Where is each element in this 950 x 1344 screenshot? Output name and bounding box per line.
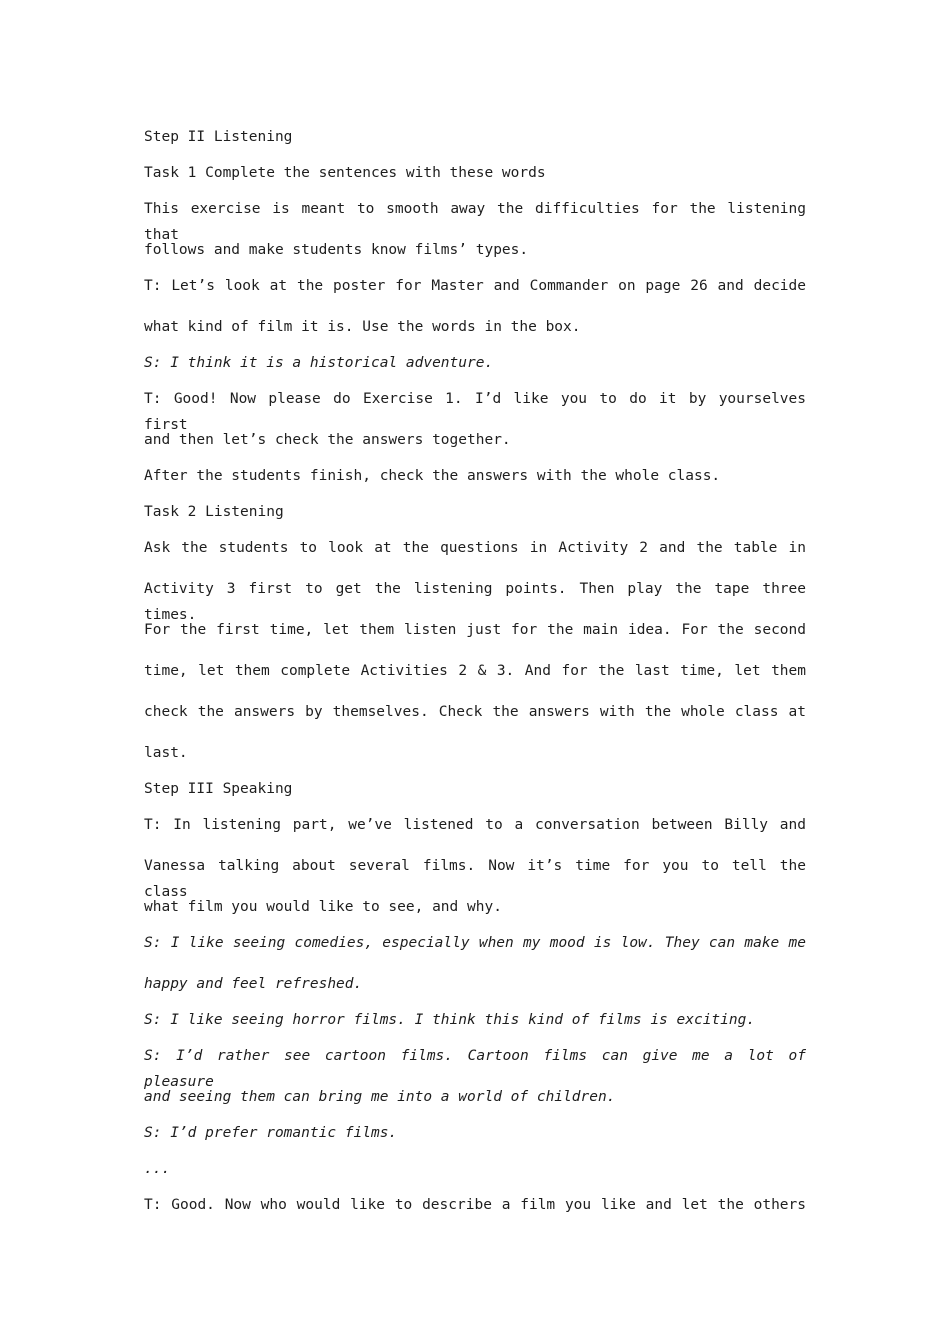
text-line: S: I like seeing horror films. I think this kind of films is exciting. bbox=[144, 1012, 756, 1028]
text-line: T: In listening part, we’ve listened to a conversation between Billy and bbox=[144, 817, 806, 833]
text-line: follows and make students know films’ types. bbox=[144, 242, 529, 258]
text-line: Step III Speaking bbox=[144, 781, 293, 797]
text-line: This exercise is meant to smooth away the difficulties for the listening that bbox=[144, 201, 806, 243]
text-line: Task 2 Listening bbox=[144, 504, 284, 520]
text-line: and seeing them can bring me into a world of children. bbox=[144, 1089, 616, 1105]
text-line: ... bbox=[144, 1161, 171, 1177]
text-line: S: I’d rather see cartoon films. Cartoon films can give me a lot of pleasure bbox=[144, 1048, 806, 1090]
text-line: S: I like seeing comedies, especially when my mood is low. They can make me bbox=[144, 935, 806, 951]
text-line: S: I think it is a historical adventure. bbox=[144, 355, 494, 371]
text-line: happy and feel refreshed. bbox=[144, 976, 363, 992]
text-line: For the first time, let them listen just for the main idea. For the second bbox=[144, 622, 806, 638]
text-line: last. bbox=[144, 745, 188, 761]
text-line: Vanessa talking about several films. Now it’s time for you to tell the class bbox=[144, 858, 806, 900]
text-line: time, let them complete Activities 2 & 3. And for the last time, let them bbox=[144, 663, 806, 679]
document-page bbox=[144, 124, 806, 1233]
text-line: Step II Listening bbox=[144, 129, 293, 145]
text-line: what film you would like to see, and why. bbox=[144, 899, 502, 915]
text-line: Task 1 Complete the sentences with these words bbox=[144, 165, 546, 181]
text-line: T: Good! Now please do Exercise 1. I’d like you to do it by yourselves first bbox=[144, 391, 806, 433]
text-line: S: I’d prefer romantic films. bbox=[144, 1125, 398, 1141]
text-line: After the students finish, check the answers with the whole class. bbox=[144, 468, 721, 484]
text-line: what kind of film it is. Use the words in the box. bbox=[144, 319, 581, 335]
text-line: Activity 3 first to get the listening points. Then play the tape three times. bbox=[144, 581, 806, 623]
text-line: Ask the students to look at the questions in Activity 2 and the table in bbox=[144, 540, 806, 556]
text-line: check the answers by themselves. Check the answers with the whole class at bbox=[144, 704, 806, 720]
text-line: and then let’s check the answers together. bbox=[144, 432, 511, 448]
document-body bbox=[144, 124, 806, 1218]
text-line: T: Let’s look at the poster for Master and Commander on page 26 and decide bbox=[144, 278, 806, 294]
text-line: T: Good. Now who would like to describe a film you like and let the others bbox=[144, 1197, 806, 1213]
